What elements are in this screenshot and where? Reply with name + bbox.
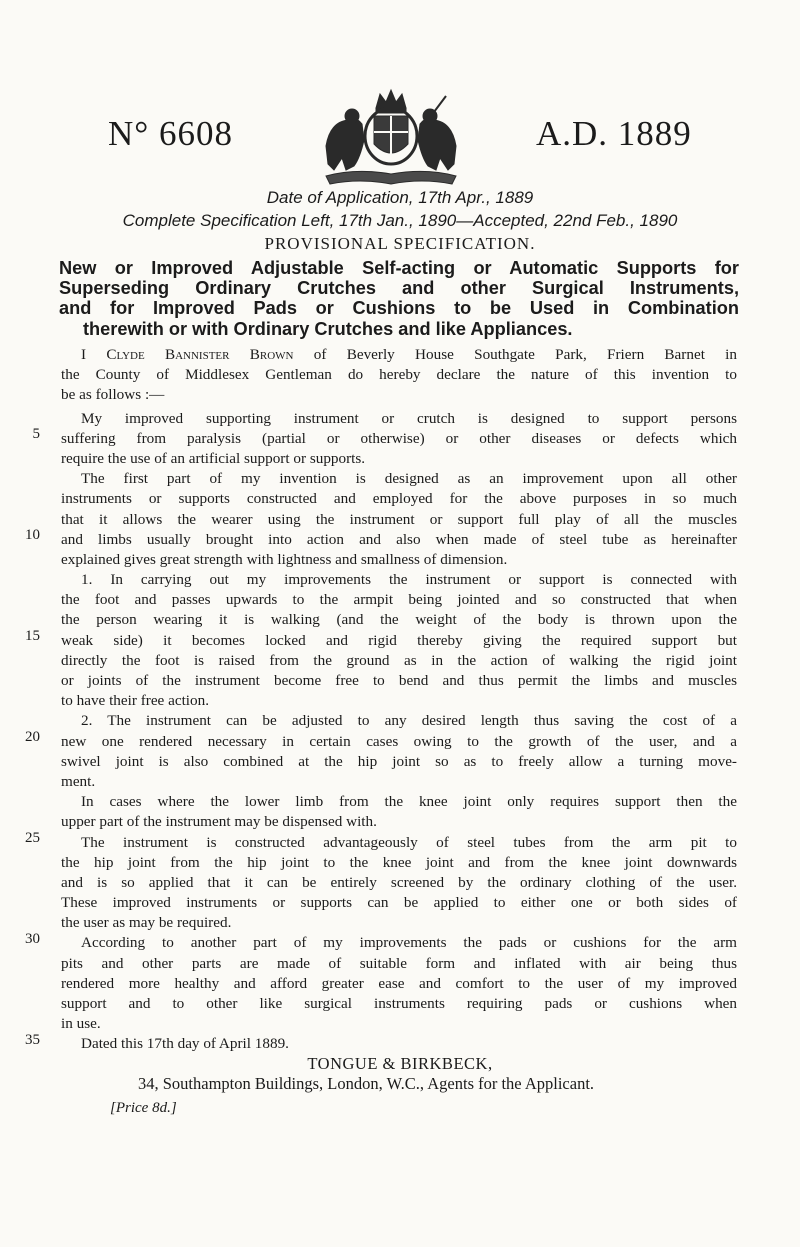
royal-coat-of-arms-icon — [306, 86, 476, 190]
line-number: 10 — [25, 527, 40, 543]
application-date: Date of Application, 17th Apr., 1889 — [266, 188, 534, 207]
body-line: that it allows the wearer using the instrument or support full play of all the muscles — [61, 510, 737, 528]
specification-body — [61, 345, 737, 1055]
body-line: and limbs usually brought into action and also when made of steel tube as hereinafter — [61, 530, 737, 548]
body-line: According to another part of my improvements the pads or cushions for the arm — [81, 934, 737, 952]
line-number: 15 — [25, 628, 40, 644]
body-line: and is so applied that it can be entirely screened by the ordinary clothing of the user. — [61, 873, 737, 891]
patent-number: N° 6608 — [108, 114, 234, 153]
body-line: The instrument is constructed advantageously of steel tubes from the arm pit to — [81, 833, 737, 851]
body-line: explained gives great strength with lightness and smallness of dimension. — [61, 550, 508, 568]
body-line: the foot and passes upwards to the armpit being jointed and so constructed that when — [61, 591, 737, 609]
body-line: support and to other like surgical instruments requiring pads or cushions when — [61, 995, 737, 1012]
body-line: new one rendered necessary in certain cases owing to the growth of the user, and a — [61, 732, 737, 750]
dated-line: Dated this 17th day of April 1889. — [81, 1035, 289, 1053]
price-note: [Price 8d.] — [110, 1100, 177, 1116]
body-line: rendered more healthy and afford greater ease and comfort to the user of my improved — [61, 974, 737, 992]
body-line: the person wearing it is walking (and the weight of the body is thrown upon the — [61, 611, 737, 629]
body-line: pits and other parts are made of suitable form and inflated with air being thus — [61, 954, 737, 972]
body-line: the user as may be required. — [61, 914, 232, 932]
declaration-line: be as follows :— — [61, 386, 165, 404]
body-line: weak side) it becomes locked and rigid thereby giving the required support but — [61, 631, 737, 649]
section-heading: PROVISIONAL SPECIFICATION. — [264, 234, 536, 253]
declaration-rest: of Beverly House Southgate Park, Friern Barnet in — [293, 346, 737, 363]
agent-address: 34, Southampton Buildings, London, W.C., Agents for the Applicant. — [138, 1074, 595, 1093]
body-line: swivel joint is also combined at the hip joint so as to freely allow a turning move- — [61, 752, 737, 770]
declaration-line: the County of Middlesex Gentleman do hereby declare the nature of this invention to — [61, 366, 737, 384]
line-number: 30 — [25, 931, 40, 947]
specification-dates: Complete Specification Left, 17th Jan., 1890—Accepted, 22nd Feb., 1890 — [122, 211, 678, 230]
title-line: and for Improved Pads or Cushions to be Used in Combination — [59, 298, 739, 319]
body-line: 2. The instrument can be adjusted to any desired length thus saving the cost of a — [81, 712, 737, 730]
body-line: the hip joint from the hip joint to the knee joint and from the knee joint downwards — [61, 853, 737, 871]
body-line: upper part of the instrument may be dispensed with. — [61, 813, 377, 831]
title-line: therewith or with Ordinary Crutches and like Appliances. — [83, 318, 573, 339]
invention-title — [59, 258, 739, 339]
body-line: require the use of an artificial support or supports. — [61, 449, 366, 467]
line-number: 20 — [25, 729, 40, 745]
line-number: 35 — [25, 1032, 40, 1048]
body-line: The first part of my invention is designed as an improvement upon all other — [81, 470, 737, 488]
line-number: 5 — [32, 426, 40, 442]
title-line: Superseding Ordinary Crutches and other Surgical Instruments, — [59, 278, 739, 299]
body-line: suffering from paralysis (partial or otherwise) or other diseases or defects which — [61, 429, 737, 447]
agent-firm: TONGUE & BIRKBECK, — [307, 1054, 493, 1073]
body-line: In cases where the lower limb from the knee joint only requires support then the — [81, 793, 737, 811]
title-line: New or Improved Adjustable Self-acting or Automatic Supports for — [59, 258, 739, 278]
body-line: ment. — [61, 772, 96, 790]
declaration-line — [61, 345, 737, 365]
body-line: to have their free action. — [61, 692, 210, 710]
body-line: My improved supporting instrument or crutch is designed to support persons — [81, 409, 737, 427]
declaration-prefix: I — [81, 346, 107, 363]
body-line: 1. In carrying out my improvements the instrument or support is connected with — [81, 571, 737, 589]
body-line: These improved instruments or supports can be applied to either one or both sides of — [61, 894, 737, 912]
body-line: or joints of the instrument become free to bend and thus permit the limbs and muscles — [61, 672, 737, 689]
applicant-name: Clyde Bannister Brown — [106, 346, 294, 363]
patent-year: A.D. 1889 — [536, 114, 692, 153]
document-header — [0, 82, 800, 192]
body-line: in use. — [61, 1015, 101, 1033]
body-line: directly the foot is raised from the ground as in the action of walking the rigid joint — [61, 651, 737, 669]
body-line: instruments or supports constructed and employed for the above purposes in so much — [61, 490, 737, 508]
line-number: 25 — [25, 830, 40, 846]
